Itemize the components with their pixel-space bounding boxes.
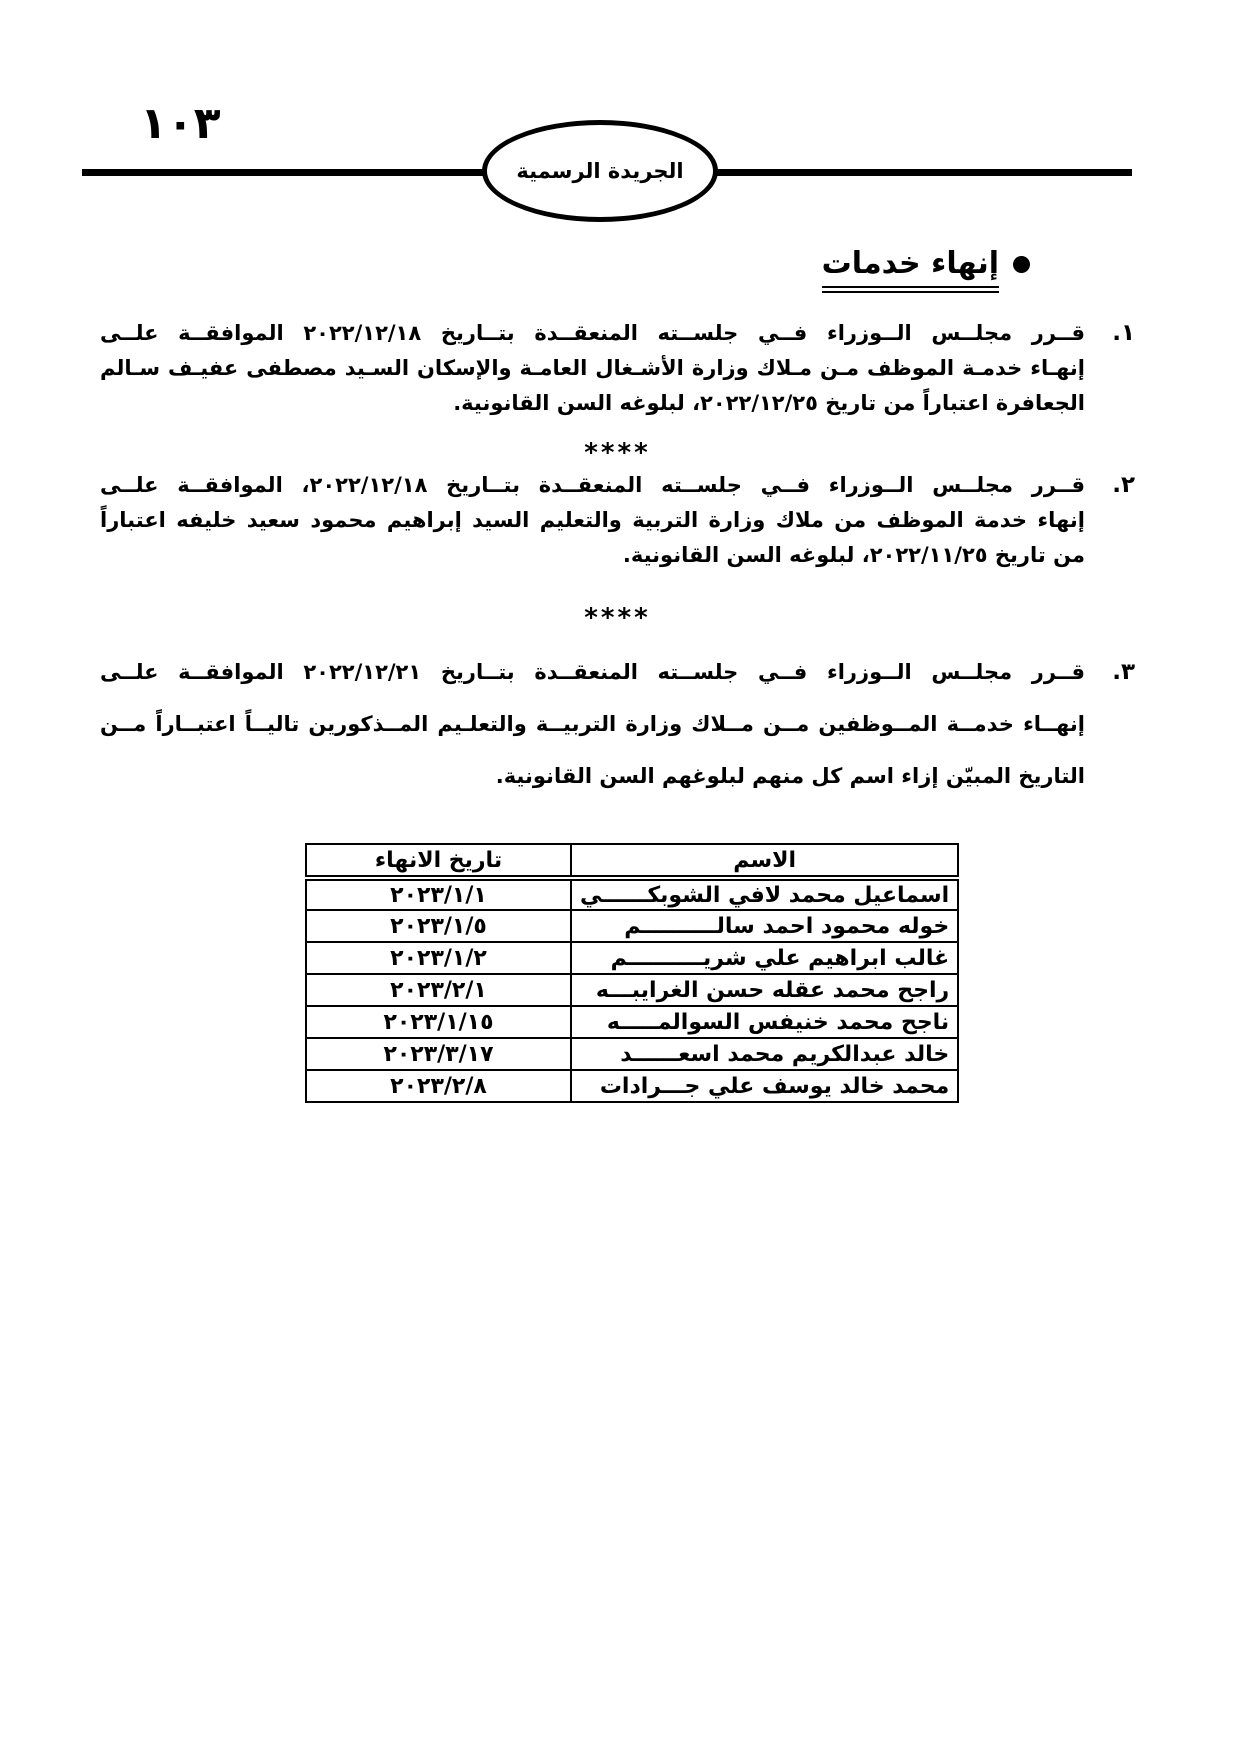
table-row: [306, 1038, 958, 1070]
item-marker: ١.: [1112, 320, 1135, 346]
section-heading-row: [822, 246, 1030, 293]
table-header-name: الاسم: [571, 844, 958, 878]
end-date: ٢٠٢٣/١/١٥: [306, 1006, 571, 1038]
end-date: ٢٠٢٣/٣/١٧: [306, 1038, 571, 1070]
end-date: ٢٠٢٣/١/١: [306, 878, 571, 910]
paragraph-line: إنهـاء خدمـة الموظف مـن مـلاك وزارة الأشـغال العامـة والإسكان السـيد مصطفى عفيـف سـالم: [100, 356, 1085, 380]
table-row: [306, 974, 958, 1006]
table-row: [306, 910, 958, 942]
item-text: [100, 646, 1085, 802]
paragraph-line: من تاريخ ٢٠٢٢/١١/٢٥، لبلوغه السن القانونية.: [622, 543, 1085, 567]
paragraph-line: الجعافرة اعتباراً من تاريخ ٢٠٢٢/١٢/٢٥، لبلوغه السن القانونية.: [453, 391, 1085, 415]
gazette-title: الجريدة الرسمية: [516, 159, 684, 183]
list-item-2: [100, 468, 1135, 573]
table-row: [306, 942, 958, 974]
item-marker: ٣.: [1112, 659, 1135, 685]
end-date: ٢٠٢٣/١/٢: [306, 942, 571, 974]
paragraph-line: إنهاء خدمة الموظف من ملاك وزارة التربية والتعليم السيد إبراهيم محمود سعيد خليفه اعتباراً: [100, 508, 1085, 532]
end-date: ٢٠٢٣/٢/١: [306, 974, 571, 1006]
asterisk-separator: ****: [584, 438, 651, 468]
employee-name: خوله محمود احمد سالــــــــــم: [571, 910, 958, 942]
employee-name: غالب ابراهيم علي شريــــــــــم: [571, 942, 958, 974]
employee-name: محمد خالد يوسف علي جـــرادات: [571, 1070, 958, 1102]
employee-name: خالد عبدالكريم محمد اسعــــــد: [571, 1038, 958, 1070]
end-date: ٢٠٢٣/١/٥: [306, 910, 571, 942]
table-header-date: تاريخ الانهاء: [306, 844, 571, 878]
page-number: ١٠٣: [140, 98, 221, 149]
paragraph-line: قــرر مجلــس الــوزراء فــي جلســته المنعقــدة بتــاريخ ٢٠٢٢/١٢/١٨ الموافقــة علــى: [100, 321, 1085, 345]
section-heading: إنهاء خدمات: [822, 246, 999, 293]
employee-name: اسماعيل محمد لافي الشوبكــــــي: [571, 878, 958, 910]
item-text: [100, 468, 1085, 573]
list-item-3: [100, 646, 1135, 802]
gazette-banner-oval: [482, 120, 718, 222]
table-row: [306, 1070, 958, 1102]
bullet-icon: [1013, 256, 1030, 273]
item-marker: ٢.: [1112, 472, 1135, 498]
table-row: [306, 1006, 958, 1038]
table-row: [306, 878, 958, 910]
paragraph-line: إنهــاء خدمــة المــوظفين مــن مــلاك وزارة التربيــة والتعلـيم المــذكورين تاليــاً اعتبــاراً مــن: [100, 712, 1085, 736]
table-header-row: [306, 844, 958, 878]
employee-name: ناجح محمد خنيفس السوالمـــــه: [571, 1006, 958, 1038]
paragraph-line: قــرر مجلــس الــوزراء فــي جلســته المنعقــدة بتــاريخ ٢٠٢٢/١٢/١٨، الموافقــة علــى: [100, 473, 1085, 497]
paragraph-line: التاريخ المبيّن إزاء اسم كل منهم لبلوغهم السن القانونية.: [495, 764, 1085, 788]
list-item-1: [100, 316, 1135, 421]
employee-name: راجح محمد عقله حسن الغرايبـــه: [571, 974, 958, 1006]
item-text: [100, 316, 1085, 421]
paragraph-line: قــرر مجلــس الــوزراء فــي جلســته المنعقــدة بتــاريخ ٢٠٢٢/١٢/٢١ الموافقــة علــى: [100, 660, 1085, 684]
termination-table: [305, 843, 959, 1103]
asterisk-separator: ****: [584, 603, 651, 633]
end-date: ٢٠٢٣/٢/٨: [306, 1070, 571, 1102]
